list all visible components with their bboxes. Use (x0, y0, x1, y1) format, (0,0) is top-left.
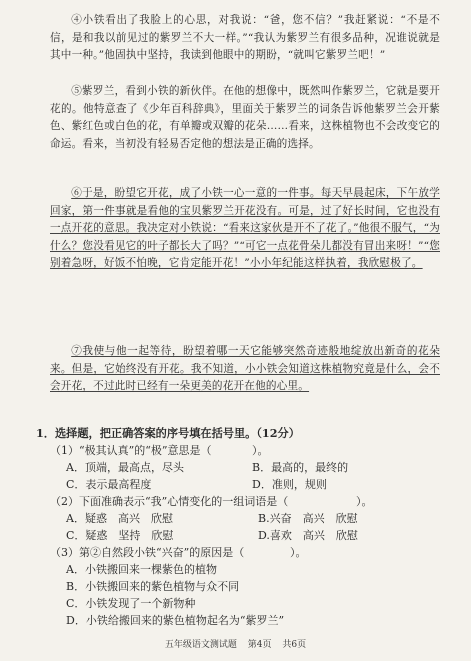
question-2: （2）下面准确表示“我”心情变化的一组词语是（ (50, 495, 289, 508)
question-1: （1）“极其认真”的“极”意思是（ (50, 444, 212, 457)
q2-option-b[interactable]: B.兴奋 高兴 欣慰 (258, 512, 358, 525)
question-3: （3）第②自然段小铁“兴奋”的原因是（ (50, 546, 245, 559)
footer-page: 第4页 (247, 640, 272, 650)
q3-option-d[interactable]: D．小铁给搬回来的紫色植物起名为“紫罗兰” (66, 614, 285, 627)
q1-option-b[interactable]: B．最高的，最终的 (252, 461, 349, 474)
footer-total: 共6页 (282, 640, 307, 650)
question-2-close: ）。 (356, 495, 373, 508)
q1-option-d[interactable]: D．准则，规则 (252, 478, 327, 491)
q3-option-c[interactable]: C．小铁发现了一个新物种 (66, 597, 196, 610)
passage-paragraph-6: ⑥于是，盼望它开花，成了小铁一心一意的一件事。每天早晨起床，下午放学回家，第一件事就是看他的宝贝紫罗兰开花没有。可是，过了好长时间，它也没有一点开花的意思。我决定对小铁说：“看来这家伙是开不了花了。”他很不服气，“为什么？您没看见它的叶子都长大了吗？”“可它一点花骨朵儿都没有冒出来呀！”“您别着急呀，好饭不怕晚，它肯定能开花！”小小年纪能这样执着，我欣慰极了。 (50, 187, 440, 270)
q1-option-c[interactable]: C．表示最高程度 (66, 478, 152, 491)
q2-option-c[interactable]: C．疑惑 坚持 欣慰 (66, 529, 174, 542)
passage-paragraph-4: ④小铁看出了我脸上的心思，对我说：“爸，您不信？”我赶紧说：“不是不信，是和我以前见过的紫罗兰不大一样。”“我认为紫罗兰有很多品种，况谁说就是其中一种。”他固执中坚持，我读到他眼中的期盼，“就叫它紫罗兰吧！” (50, 14, 440, 62)
q3-option-b[interactable]: B．小铁搬回来的紫色植物与众不同 (66, 580, 240, 593)
passage-paragraph-5: ⑤紫罗兰，看到小铁的新伙伴。在他的想像中，既然叫作紫罗兰，它就是要开花的。他特意查了《少年百科辞典》，里面关于紫罗兰的词条告诉他紫罗兰会开紫色、紫红色或白色的花，有单瓣或双瓣的花朵……看来，这株植物也不会改变它的命运。看来，当初没有轻易否定他的想法是正确的选择。 (50, 85, 440, 150)
q3-option-a[interactable]: A．小铁搬回来一棵紫色的植物 (66, 563, 217, 576)
question-title: 1．选择题，把正确答案的序号填在括号里。（12分） (36, 426, 300, 440)
question-1-close: ）。 (252, 444, 269, 457)
q2-option-d[interactable]: D.喜欢 高兴 欣慰 (258, 529, 358, 542)
passage-paragraph-7: ⑦我使与他一起等待，盼望着哪一天它能够突然奇迹般地绽放出新奇的花朵来。但是，它始终没有开花。我不知道，小小铁会知道这株植物究竟是什么，会不会开花，不过此时已经有一朵更美的花开在他的心里。 (50, 345, 440, 393)
q1-option-a[interactable]: A．顶端，最高点，尽头 (66, 461, 184, 474)
question-3-close: ）。 (290, 546, 307, 559)
q2-option-a[interactable]: A．疑惑 高兴 欣慰 (66, 512, 173, 525)
footer-title: 五年级语文测试题 (164, 640, 237, 650)
page-footer (0, 637, 471, 650)
